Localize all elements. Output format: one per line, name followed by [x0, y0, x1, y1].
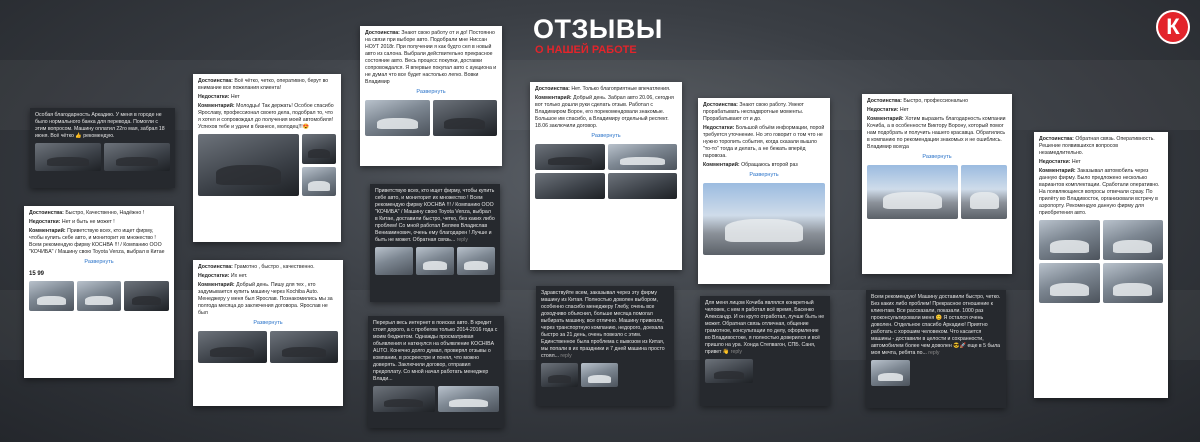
- expand-link[interactable]: Развернуть: [84, 259, 114, 266]
- review-card: [1034, 132, 1168, 398]
- expand-link[interactable]: Развернуть: [591, 133, 621, 140]
- review-photos: [198, 331, 338, 363]
- car-interior-photo[interactable]: [608, 173, 678, 199]
- pros-text: Быстро, профессионально: [903, 98, 969, 104]
- pros-text: Знают свою работу от и до! Постоянно на связи при выборе авто. Подобрали мне Ниссан НОУТ 2018г. При получении я как будто сел в новый авто из салона. Выбрали действительно прекрасное состояние авто. Весь процесс покупки, доставки сопровождался. Я впервые покупал авто с аукциона и не думал что все будет настолько легко. Вовки Владимир: [365, 30, 497, 86]
- expand-link[interactable]: Развернуть: [922, 154, 952, 161]
- reply-link[interactable]: reply: [730, 349, 742, 356]
- review-photos: [375, 247, 495, 275]
- review-text: Перерыл весь интернет в поисках авто. В кредит стоит дорого, а с пробегом только 2014-2016 года с моим бюджетом. Однажды просматривая объявления и наткнулся на объявление KOCHIBA AUTO. Конечно долго думал, проверял отзывы о компании, в росреестре и понял, что можно доверять. Заключили договор, отправил предоплату. Со мной начал работать менеджер Влади...: [373, 320, 498, 383]
- car-photo[interactable]: [29, 281, 74, 311]
- review-card: [370, 184, 500, 302]
- expand-link[interactable]: Развернуть: [253, 320, 283, 327]
- car-photo[interactable]: [365, 100, 430, 136]
- review-text: Всем рекомендую! Машину доставили быстро, четко. Без каких либо проблем! Прекрасное отношение к клиентам. Все рассказали, показали. 1000 раз проконсультировали меня 😊 Я остался очень доволен. Отдельное спасибо Аркадию! Приятно работать с хорошим человеком. Что касается машины - доставили в целости и сохранности, автомобилем более чем доволен 😎🚀 еще в 5 была моя мечта, ребята по... reply: [871, 294, 1001, 357]
- pros-label: Достоинства:: [1039, 136, 1074, 142]
- review-text: Приветствую всех, кто ищет фирму, чтобы купить себе авто, и мониторит их множество ! Всем рекомендую фирму КОСНВА !!! / Компанию ООО "КОЧИБА" / Машину свою Toyota Venza, выбрал в Китае, доставили быстро, четко, без каких либо проблем! Со мной работал Беляев Владислав Вениаминович, очень ему благодарен ! Лучше и быть не может. Обратная связь... reply: [375, 188, 495, 244]
- review-card: [530, 82, 682, 270]
- review-card: [360, 26, 502, 166]
- comment-text: Добрый день. Пишу для тех , кто задумывается купить машину через Kochiba Auto. Менеджеру у меня был Ярослав. Познакомились мы за полгода месяца до заключения договора. Ярослав не был: [198, 282, 333, 317]
- pros-label: Достоинства:: [867, 98, 902, 104]
- car-photo[interactable]: [416, 247, 454, 275]
- pros-text: Обратная связь. Оперативность. Решение появившихся вопросов незамедлительно.: [1039, 136, 1155, 157]
- review-card: [866, 290, 1006, 408]
- comment-label: Комментарий:: [867, 116, 904, 123]
- car-photo[interactable]: [302, 134, 336, 164]
- review-text: Для меня лицом Кочиба являлся конкретный человек, с кем я работал всё время, Басенко Александр. И он круто отработал, лучше быть не может. Обратная связь отличная, общение грамотное, консультации по делу, оформление во Владивостоке, я полностью доверился и всё пришло на ура. Хонда Степвагон, СПБ. Саня, привет 👋 reply: [705, 300, 825, 356]
- cons-text: Большой объём информации, порой требуется уточнение. Но это говорит о том что не нужно торопить события, когда сказали вышло "то-то" тогда и делать, а не бежать вперёд паровоза.: [703, 125, 825, 160]
- reply-link[interactable]: reply: [928, 350, 940, 357]
- review-photos: [373, 386, 499, 412]
- car-interior-photo[interactable]: [535, 173, 605, 199]
- reply-link[interactable]: reply: [560, 353, 572, 360]
- review-card: [698, 98, 830, 284]
- car-photo[interactable]: [270, 331, 339, 363]
- car-photo[interactable]: [373, 386, 435, 412]
- review-photos: [541, 363, 618, 387]
- review-card: [536, 286, 674, 406]
- review-card: [368, 316, 504, 428]
- expand-link[interactable]: Развернуть: [749, 172, 779, 179]
- pros-text: Быстро, Качественно, Надёжно !: [65, 210, 145, 216]
- comment-text: Молодцы! Так держать! Особое спасибо Ярославу, профессионал своего дела, подобрал то, что я хотел и сопровождал до получения моей автомобиля! Успехов тебе и удачи в бизнесе, молодец!!!😍: [198, 103, 334, 131]
- pros-text: Всё чётко, четко, оперативно, берут во внимание все пожелания клиента!: [198, 78, 329, 92]
- review-photos: [703, 183, 825, 255]
- pros-label: Достоинства:: [198, 264, 233, 270]
- car-photo[interactable]: [705, 359, 753, 383]
- review-photos: [1039, 263, 1163, 303]
- review-card: [862, 94, 1012, 274]
- cons-label: Недостатки:: [198, 94, 230, 101]
- listing-price: 15 99: [29, 270, 45, 277]
- car-photo[interactable]: [375, 247, 413, 275]
- cons-label: Недостатки:: [867, 107, 899, 114]
- car-photo[interactable]: [871, 360, 910, 386]
- car-photo[interactable]: [104, 143, 170, 171]
- review-card: [24, 206, 174, 378]
- review-card: [193, 74, 341, 242]
- page-subtitle: О НАШЕЙ РАБОТЕ: [535, 44, 637, 56]
- cons-text: Их нет.: [230, 273, 248, 280]
- comment-text: Добрый день. Забрал авто 20.06, сегодня вот только дошли руки сделать отзыв. Работал с Владимиром Ворон, его порекомендовали знакомые. Большое им спасибо, а Владимиру отдельный респект. 18.06 заключили договор.: [535, 95, 674, 130]
- car-photo[interactable]: [961, 165, 1007, 219]
- page-title: ОТЗЫВЫ: [533, 14, 663, 44]
- comment-text: Заказывал автомобиль через данную фирму. Было предложено несколько вариантов комплектации. Сработали оперативно. На появляющиеся вопросы отвечали сразу. По прилёту во Владивосток, организовали встречу в аэропорту. Рекомендую данную фирму для приобретения авто.: [1039, 168, 1160, 217]
- car-photo[interactable]: [438, 386, 500, 412]
- comment-text: Обращаюсь второй раз: [741, 162, 798, 169]
- pros-text: Знают свою работу. Умеют прорабатывать неспадвротные моменты. Прорабатывают от и до.: [703, 102, 804, 123]
- car-photo[interactable]: [1103, 220, 1164, 260]
- pros-label: Достоинства:: [703, 102, 738, 108]
- cons-label: Недостатки:: [703, 125, 735, 132]
- comment-label: Комментарий:: [1039, 168, 1076, 175]
- car-photo[interactable]: [35, 143, 101, 171]
- review-photos: [871, 360, 910, 386]
- cons-label: Недостатки:: [1039, 159, 1071, 166]
- review-text: Здравствуйте всем, заказывал через эту фирму машину из Китая. Полностью доволен выбором, особенно спасибо менеджеру Глебу, очень все доходчиво объяснил, больше месяца помогал выбирать машину, все отлично. Машину привезли, через транспортную компанию, недорого, доехала быстро за 21 день, очень повезло с этим. Единственное была проблема с вывозом из Китая, мы попали в их праздники и 7 дней машина просто стоял... reply: [541, 290, 665, 360]
- review-text: Особая благодарность Аркадию. У меня в городе не было нормального банка для перевода. Помогли с этим вопросом. Машину оплатил 22го мая, забрал 18 июня. Всё чётко 👍 рекомендую.: [35, 112, 165, 140]
- car-photo[interactable]: [198, 134, 299, 196]
- car-photo[interactable]: [457, 247, 495, 275]
- pros-label: Достоинства:: [365, 30, 400, 36]
- pros-text: Грамотно , быстро , качественно.: [234, 264, 315, 270]
- review-photos: [535, 173, 677, 199]
- comment-text: Хотим выразить благодарность компании Кочиба, а в особенности Виктору Ворону, который помог нам подобрать и получить нашего красавца. Обратились в компанию по рекомендации знакомых и не ошиблись. Владимир всегда: [867, 116, 1006, 151]
- cons-text: Нет: [899, 107, 909, 114]
- car-photo[interactable]: [124, 281, 169, 311]
- comment-label: Комментарий:: [535, 95, 572, 102]
- review-photos: [705, 359, 753, 383]
- car-photo[interactable]: [433, 100, 498, 136]
- car-photo[interactable]: [581, 363, 618, 387]
- car-photo[interactable]: [1103, 263, 1164, 303]
- pros-label: Достоинства:: [29, 210, 64, 216]
- review-photos: [35, 143, 170, 171]
- reply-link[interactable]: reply: [456, 237, 468, 244]
- car-photo[interactable]: [703, 183, 825, 255]
- car-photo[interactable]: [1039, 263, 1100, 303]
- comment-label: Комментарий:: [29, 228, 66, 235]
- cons-label: Недостатки:: [198, 273, 230, 280]
- review-photos: [1039, 220, 1163, 260]
- review-card: [30, 108, 175, 188]
- comment-label: Комментарий:: [198, 282, 235, 289]
- car-photo[interactable]: [1039, 220, 1100, 260]
- review-photos: [198, 134, 336, 196]
- comment-text: Приветствую всех, кто ищет фирму, чтобы купить себе авто, и мониторит их множество ! Всем рекомендую фирму КОСНВА !!! / Компанию ООО "КОЧИБА" / Машину свою Toyota Venza, выбрал в Китае: [29, 228, 165, 256]
- review-photos: [365, 100, 497, 136]
- car-photo[interactable]: [198, 331, 267, 363]
- comment-label: Комментарий:: [703, 162, 740, 169]
- expand-link[interactable]: Развернуть: [416, 89, 446, 96]
- cons-text: Нет: [230, 94, 240, 101]
- pros-label: Достоинства:: [198, 78, 233, 84]
- car-photo[interactable]: [541, 363, 578, 387]
- car-photo[interactable]: [867, 165, 958, 219]
- cons-text: Нет: [1071, 159, 1081, 166]
- cons-text: Нет и быть не может !: [61, 219, 115, 226]
- comment-label: Комментарий:: [198, 103, 235, 110]
- brand-logo-icon[interactable]: К: [1156, 10, 1190, 44]
- car-photo[interactable]: [535, 144, 605, 170]
- review-photos: [535, 144, 677, 170]
- cons-label: Недостатки:: [29, 219, 61, 226]
- review-card: [700, 296, 830, 406]
- review-photos: [29, 281, 169, 311]
- review-card: [193, 260, 343, 406]
- car-photo[interactable]: [77, 281, 122, 311]
- review-photos: [867, 165, 1007, 219]
- pros-text: Нет. Только благоприятные впечатления.: [571, 86, 671, 92]
- car-photo[interactable]: [302, 167, 336, 197]
- pros-label: Достоинства:: [535, 86, 570, 92]
- car-photo[interactable]: [608, 144, 678, 170]
